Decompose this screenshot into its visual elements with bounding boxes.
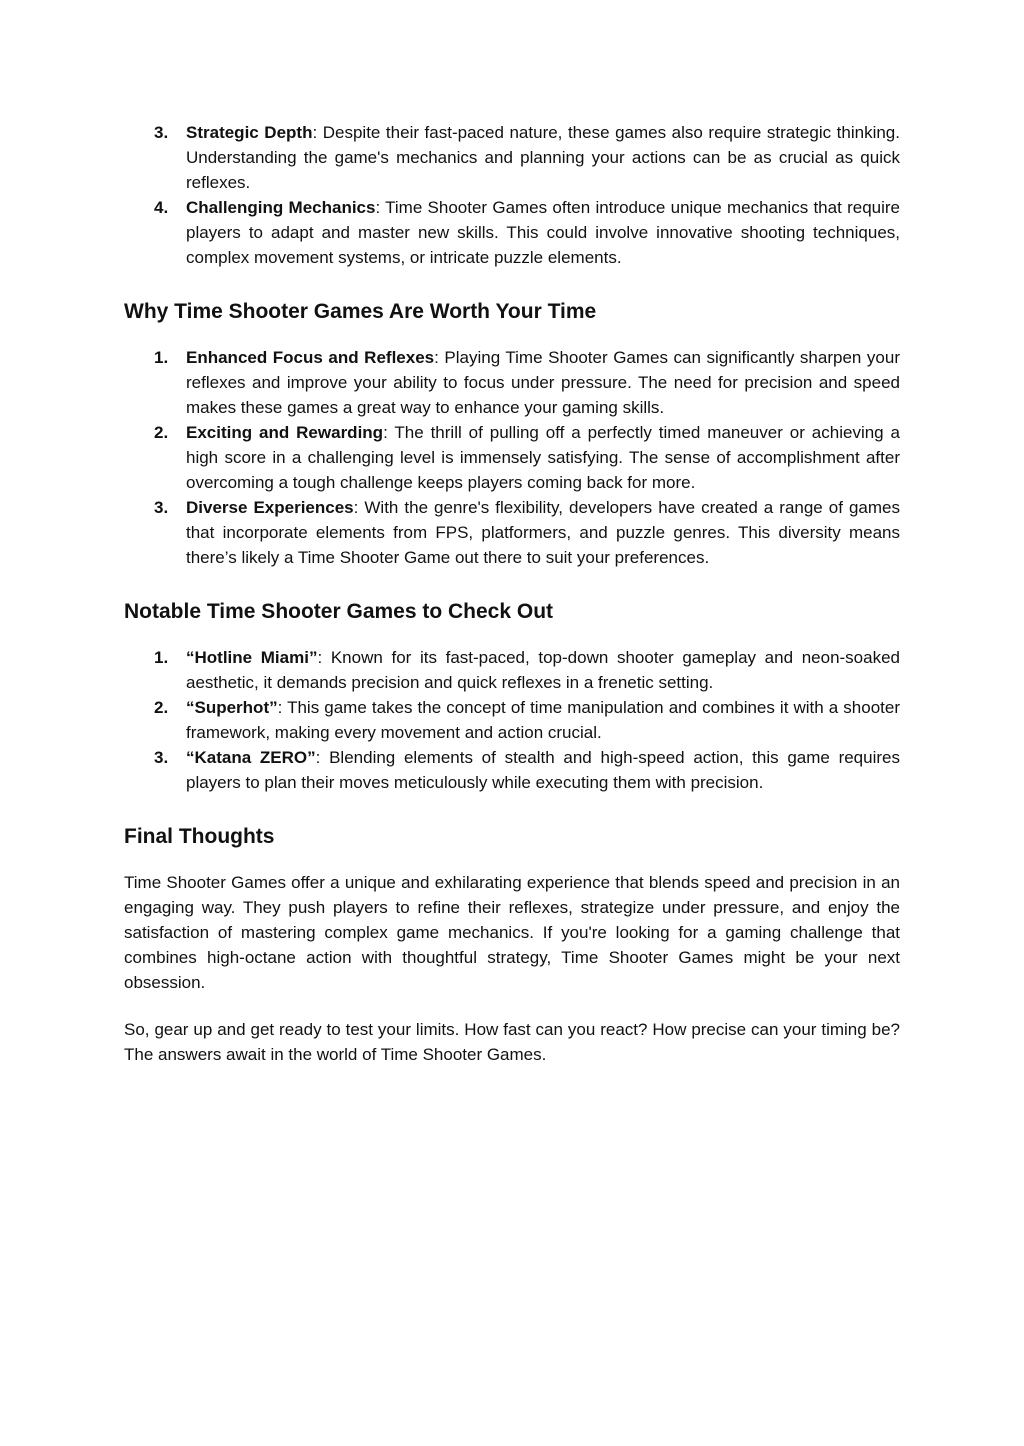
list-number: 4. [154, 198, 169, 217]
list-term: Enhanced Focus and Reflexes [186, 348, 435, 367]
paragraph-spacer [124, 995, 900, 1017]
intro-list [124, 120, 900, 270]
list-text: : Blending elements of stealth and high-speed action, this game requires players to plan their moves meticulously while executing them with precision. [186, 748, 900, 792]
section-heading-final: Final Thoughts [124, 825, 275, 848]
list-item [124, 745, 900, 795]
list-term: Strategic Depth [186, 123, 313, 142]
list-number: 3. [154, 123, 169, 142]
list-item [124, 645, 900, 695]
worth-list [124, 345, 900, 570]
list-item [124, 195, 900, 270]
document-page [124, 120, 900, 1067]
section-heading-notable: Notable Time Shooter Games to Check Out [124, 600, 554, 623]
list-item [124, 345, 900, 420]
list-term: Exciting and Rewarding [186, 423, 384, 442]
section-heading-worth: Why Time Shooter Games Are Worth Your Time [124, 300, 597, 323]
list-text: : With the genre's flexibility, developers have created a range of games that incorporate elements from FPS, platformers, and puzzle genres. This diversity means there’s likely a Time Shooter Game out there to suit your preferences. [186, 498, 900, 567]
list-item [124, 695, 900, 745]
list-text: : Despite their fast-paced nature, these games also require strategic thinking. Understanding the game's mechanics and planning your actions can be as crucial as quick reflexes. [186, 123, 900, 192]
list-term: “Superhot” [186, 698, 278, 717]
list-number: 2. [154, 698, 169, 717]
list-item [124, 420, 900, 495]
list-term: Challenging Mechanics [186, 198, 376, 217]
list-text: : Known for its fast-paced, top-down shooter gameplay and neon-soaked aesthetic, it demands precision and quick reflexes in a frenetic setting. [186, 648, 900, 692]
list-number: 1. [154, 648, 169, 667]
list-text: : The thrill of pulling off a perfectly timed maneuver or achieving a high score in a challenging level is immensely satisfying. The sense of accomplishment after overcoming a tough challenge keeps players coming back for more. [186, 423, 900, 492]
list-term: “Hotline Miami” [186, 648, 318, 667]
list-number: 2. [154, 423, 169, 442]
list-number: 3. [154, 748, 169, 767]
notable-list [124, 645, 900, 795]
list-text: : Time Shooter Games often introduce unique mechanics that require players to adapt and master new skills. This could involve innovative shooting techniques, complex movement systems, or intricate puzzle elements. [186, 198, 900, 267]
list-text: : Playing Time Shooter Games can significantly sharpen your reflexes and improve your ability to focus under pressure. The need for precision and speed makes these games a great way to enhance your gaming skills. [186, 348, 900, 417]
list-number: 3. [154, 498, 169, 517]
list-term: “Katana ZERO” [186, 748, 316, 767]
list-number: 1. [154, 348, 169, 367]
list-item [124, 120, 900, 195]
list-term: Diverse Experiences [186, 498, 354, 517]
list-item [124, 495, 900, 570]
list-text: : This game takes the concept of time manipulation and combines it with a shooter framework, making every movement and action crucial. [186, 698, 900, 742]
final-paragraph-2: So, gear up and get ready to test your limits. How fast can you react? How precise can your timing be? The answers await in the world of Time Shooter Games. [124, 1020, 900, 1064]
final-paragraph-1: Time Shooter Games offer a unique and exhilarating experience that blends speed and precision in an engaging way. They push players to refine their reflexes, strategize under pressure, and enjoy the satisfaction of mastering complex game mechanics. If you're looking for a gaming challenge that combines high-octane action with thoughtful strategy, Time Shooter Games might be your next obsession. [124, 873, 900, 992]
